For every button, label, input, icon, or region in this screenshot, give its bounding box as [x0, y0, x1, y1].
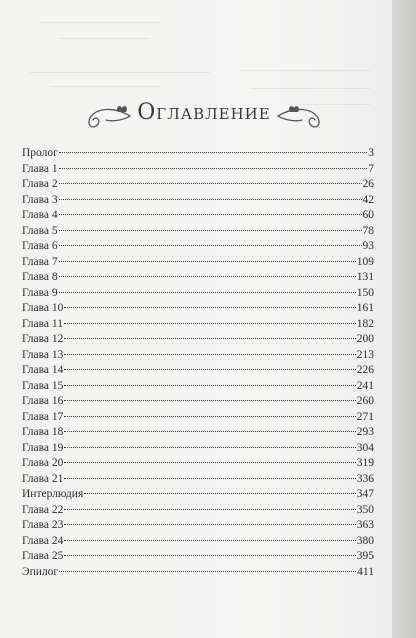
toc-entry [22, 487, 374, 503]
dot-leader [84, 492, 356, 494]
toc-entry [22, 239, 374, 255]
toc-entry-label: Глава 22 [22, 503, 64, 516]
toc-entry-page-number: 26 [362, 178, 374, 190]
toc-entry-label: Глава 25 [22, 550, 64, 562]
toc-entry-label: Глава 21 [22, 472, 64, 485]
toc-entry [22, 363, 374, 379]
dot-leader [64, 368, 355, 370]
toc-entry-page-number: 213 [356, 348, 374, 361]
dot-leader [64, 508, 355, 510]
dot-leader [64, 384, 355, 386]
dot-leader [59, 275, 356, 277]
toc-entry-page-number: 226 [356, 364, 374, 376]
toc-entry-label: Глава 1 [22, 162, 58, 175]
toc-entry-page-number: 395 [356, 550, 374, 562]
dot-leader [64, 306, 355, 308]
toc-entry [22, 208, 374, 224]
toc-entry [22, 270, 374, 286]
toc-entry [22, 425, 374, 441]
toc-entry-label: Глава 5 [22, 224, 58, 237]
toc-entry-page-number: 293 [356, 426, 374, 438]
toc-entry-page-number: 42 [362, 193, 374, 206]
toc-entry-page-number: 241 [356, 379, 374, 392]
toc-entry-label: Глава 19 [22, 441, 64, 454]
toc-entry [22, 332, 374, 348]
toc-entry-page-number: 7 [368, 162, 374, 175]
toc-entry-page-number: 182 [356, 317, 374, 330]
dot-leader [64, 461, 355, 463]
dot-leader [64, 477, 355, 479]
toc-entry [22, 317, 374, 333]
dot-leader [64, 322, 356, 324]
toc-entry-label: Глава 10 [22, 302, 64, 314]
toc-entry-label: Глава 11 [22, 317, 63, 330]
toc-entry [22, 410, 374, 426]
dot-leader [59, 182, 362, 184]
toc-entry [22, 394, 374, 410]
toc-entry [22, 565, 374, 581]
toc-entry-label: Глава 13 [22, 348, 64, 361]
toc-entry [22, 286, 374, 302]
toc-entry-page-number: 161 [356, 302, 374, 314]
dot-leader [64, 415, 355, 417]
toc-entry-page-number: 131 [356, 271, 374, 283]
dot-leader [64, 399, 355, 401]
toc-entry-label: Глава 12 [22, 333, 64, 345]
toc-entry-page-number: 150 [356, 286, 374, 299]
toc-entry-label: Глава 16 [22, 395, 64, 407]
toc-entry [22, 177, 374, 193]
dot-leader [59, 151, 367, 153]
toc-entry-label: Глава 18 [22, 426, 64, 438]
toc-entry [22, 348, 374, 364]
dot-leader [59, 229, 362, 231]
toc-entry [22, 301, 374, 317]
toc-entry-page-number: 109 [356, 255, 374, 268]
toc-entry-page-number: 380 [356, 534, 374, 547]
toc-entry-label: Глава 3 [22, 193, 58, 206]
dot-leader [59, 244, 362, 246]
toc-entry [22, 534, 374, 550]
page-title: Оглавление [137, 100, 271, 125]
toc-entry-page-number: 260 [356, 395, 374, 407]
toc-entry-label: Глава 23 [22, 519, 64, 531]
dot-leader [59, 167, 368, 169]
toc-entry-label: Глава 6 [22, 240, 58, 252]
dot-leader [64, 523, 355, 525]
toc-entry-label: Глава 15 [22, 379, 64, 392]
toc-entry-label: Глава 17 [22, 410, 64, 423]
toc-entry [22, 379, 374, 395]
toc-entry-page-number: 60 [362, 209, 374, 221]
toc-entry-page-number: 78 [362, 224, 374, 237]
toc-entry [22, 472, 374, 488]
toc-entry [22, 162, 374, 178]
toc-entry-label: Глава 8 [22, 271, 58, 283]
toc-entry [22, 503, 374, 519]
toc-entry [22, 549, 374, 565]
toc-entry-label: Глава 2 [22, 178, 58, 190]
toc-entry-label: Глава 14 [22, 364, 64, 376]
toc-entry-page-number: 319 [356, 457, 374, 469]
toc-entry-page-number: 3 [368, 147, 374, 159]
dot-leader [64, 353, 355, 355]
toc-entry [22, 518, 374, 534]
toc-entry [22, 193, 374, 209]
toc-entry [22, 255, 374, 271]
toc-entry-page-number: 411 [357, 565, 374, 578]
toc-entry-label: Глава 24 [22, 534, 64, 547]
toc-entry [22, 146, 374, 162]
dot-leader [64, 539, 355, 541]
toc-entry-page-number: 363 [356, 519, 374, 531]
toc-entry-page-number: 350 [356, 503, 374, 516]
toc-entry-label: Глава 4 [22, 209, 58, 221]
toc-entry-label: Пролог [22, 147, 58, 159]
dot-leader [64, 337, 355, 339]
toc-entry-page-number: 271 [356, 410, 374, 423]
toc-entry-page-number: 347 [356, 488, 374, 500]
toc-entry-label: Эпилог [22, 565, 59, 578]
toc-entry-label: Глава 9 [22, 286, 58, 299]
toc-entry [22, 456, 374, 472]
toc-heading [84, 96, 324, 140]
dot-leader [59, 291, 356, 293]
toc-entry-page-number: 336 [356, 472, 374, 485]
toc-entry-label: Интерлюдия [22, 488, 84, 500]
toc-entry-page-number: 304 [356, 441, 374, 454]
page-edge-shadow [392, 0, 416, 638]
dot-leader [59, 570, 356, 572]
toc-entry-label: Глава 7 [22, 255, 58, 268]
dot-leader [59, 198, 362, 200]
dot-leader [59, 213, 362, 215]
toc-entry-page-number: 93 [362, 240, 374, 252]
toc-entry-page-number: 200 [356, 333, 374, 345]
dot-leader [64, 430, 355, 432]
table-of-contents [22, 146, 374, 580]
dot-leader [64, 554, 355, 556]
toc-entry-label: Глава 20 [22, 457, 64, 469]
dot-leader [59, 260, 356, 262]
toc-entry [22, 224, 374, 240]
toc-entry [22, 441, 374, 457]
dot-leader [64, 446, 355, 448]
